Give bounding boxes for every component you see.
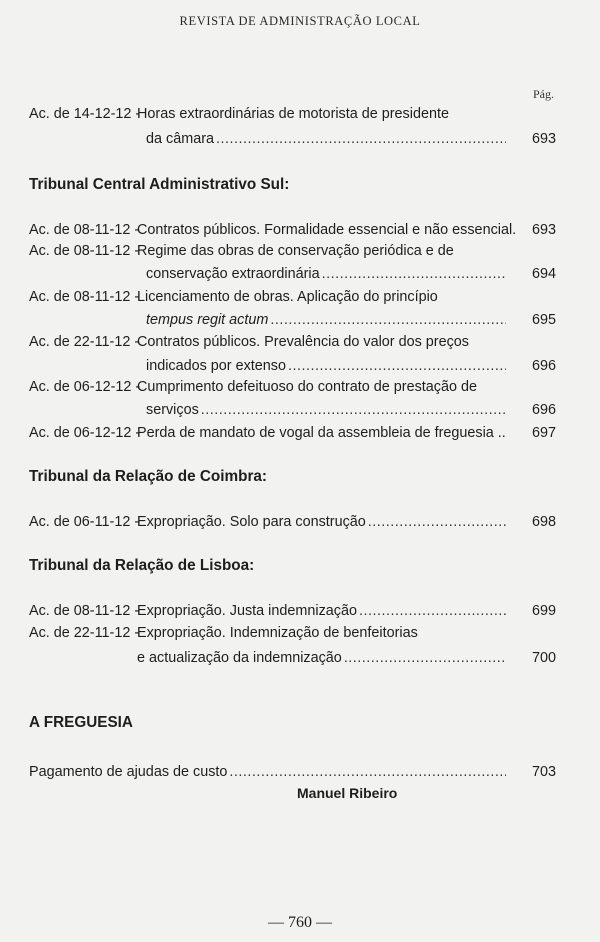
entry-leader <box>29 762 506 782</box>
entry-leader <box>137 512 506 532</box>
author-signature: Manuel Ribeiro <box>297 785 398 801</box>
entry-title: Expropriação. Justa indemnização <box>137 603 357 619</box>
toc-entry <box>29 104 556 124</box>
entry-title: Expropriação. Indemnização de benfeitorias <box>137 625 418 641</box>
toc-entry <box>29 220 556 240</box>
entry-title-cont: da câmara <box>146 131 214 147</box>
toc-entry-continuation <box>29 356 556 376</box>
entry-page: 694 <box>531 266 556 282</box>
toc-entry-continuation <box>29 129 556 149</box>
toc-entry-continuation <box>29 310 556 330</box>
toc-entry <box>29 377 556 397</box>
entry-leader <box>146 129 506 149</box>
entry-page: 703 <box>531 764 556 780</box>
entry-title: Contratos públicos. Formalidade essencial e não essencial. <box>137 222 517 238</box>
entry-reference: Ac. de 06-12-12 - <box>29 425 141 441</box>
entry-reference: Ac. de 06-12-12 - <box>29 379 141 395</box>
toc-entry <box>29 762 556 782</box>
entry-page: 696 <box>531 402 556 418</box>
page-number: — 760 — <box>268 914 332 931</box>
entry-title: Licenciamento de obras. Aplicação do princípio <box>137 289 438 305</box>
entry-leader <box>146 400 506 420</box>
section-heading: Tribunal da Relação de Lisboa: <box>29 557 255 574</box>
entry-reference: Ac. de 22-11-12 - <box>29 334 140 350</box>
entry-title: Cumprimento defeituoso do contrato de prestação de <box>137 379 477 395</box>
toc-entry <box>29 423 556 443</box>
entry-leader <box>137 601 506 621</box>
entry-page: 696 <box>531 358 556 374</box>
entry-page: 693 <box>531 222 556 238</box>
section-heading: Tribunal da Relação de Coimbra: <box>29 468 268 485</box>
entry-title: Horas extraordinárias de motorista de presidente <box>137 106 449 122</box>
entry-page: 693 <box>531 131 556 147</box>
entry-title-cont: indicados por extenso <box>146 358 286 374</box>
toc-entry-continuation <box>29 400 556 420</box>
toc-entry <box>29 512 556 532</box>
toc-entry-continuation <box>29 648 556 668</box>
entry-page: 697 <box>531 425 556 441</box>
entry-title-cont: serviços <box>146 402 199 418</box>
entry-reference: Ac. de 08-11-12 - <box>29 222 140 238</box>
entry-title: Contratos públicos. Prevalência do valor dos preços <box>137 334 469 350</box>
entry-reference: Ac. de 22-11-12 - <box>29 625 140 641</box>
page-column-label: Pág. <box>533 87 554 101</box>
entry-title: Expropriação. Solo para construção <box>137 514 366 530</box>
entry-title: Perda de mandato de vogal da assembleia de freguesia .. <box>137 425 506 441</box>
entry-leader <box>146 310 506 330</box>
toc-entry <box>29 623 556 643</box>
toc-entry-continuation <box>29 264 556 284</box>
entry-reference: Ac. de 06-11-12 - <box>29 514 140 530</box>
entry-page: 700 <box>531 650 556 666</box>
toc-entry <box>29 287 556 307</box>
entry-page: 698 <box>531 514 556 530</box>
entry-page: 699 <box>531 603 556 619</box>
entry-leader <box>137 648 506 668</box>
entry-title-cont: tempus regit actum <box>146 312 269 328</box>
entry-title-cont: e actualização da indemnização <box>137 650 342 666</box>
entry-title: Pagamento de ajudas de custo <box>29 764 228 780</box>
entry-leader <box>146 356 506 376</box>
entry-reference: Ac. de 08-11-12 - <box>29 289 140 305</box>
entry-page: 695 <box>531 312 556 328</box>
toc-entry <box>29 601 556 621</box>
entry-reference: Ac. de 08-11-12 - <box>29 603 140 619</box>
entry-title-cont: conservação extraordinária <box>146 266 320 282</box>
entry-leader <box>146 264 506 284</box>
entry-reference: Ac. de 14-12-12 - <box>29 106 141 122</box>
section-heading: A FREGUESIA <box>29 714 133 731</box>
entry-title: Regime das obras de conservação periódica e de <box>137 243 454 259</box>
running-header: REVISTA DE ADMINISTRAÇÃO LOCAL <box>179 14 421 28</box>
toc-entry <box>29 332 556 352</box>
toc-entry <box>29 241 556 261</box>
entry-reference: Ac. de 08-11-12 - <box>29 243 140 259</box>
section-heading: Tribunal Central Administrativo Sul: <box>29 176 290 193</box>
